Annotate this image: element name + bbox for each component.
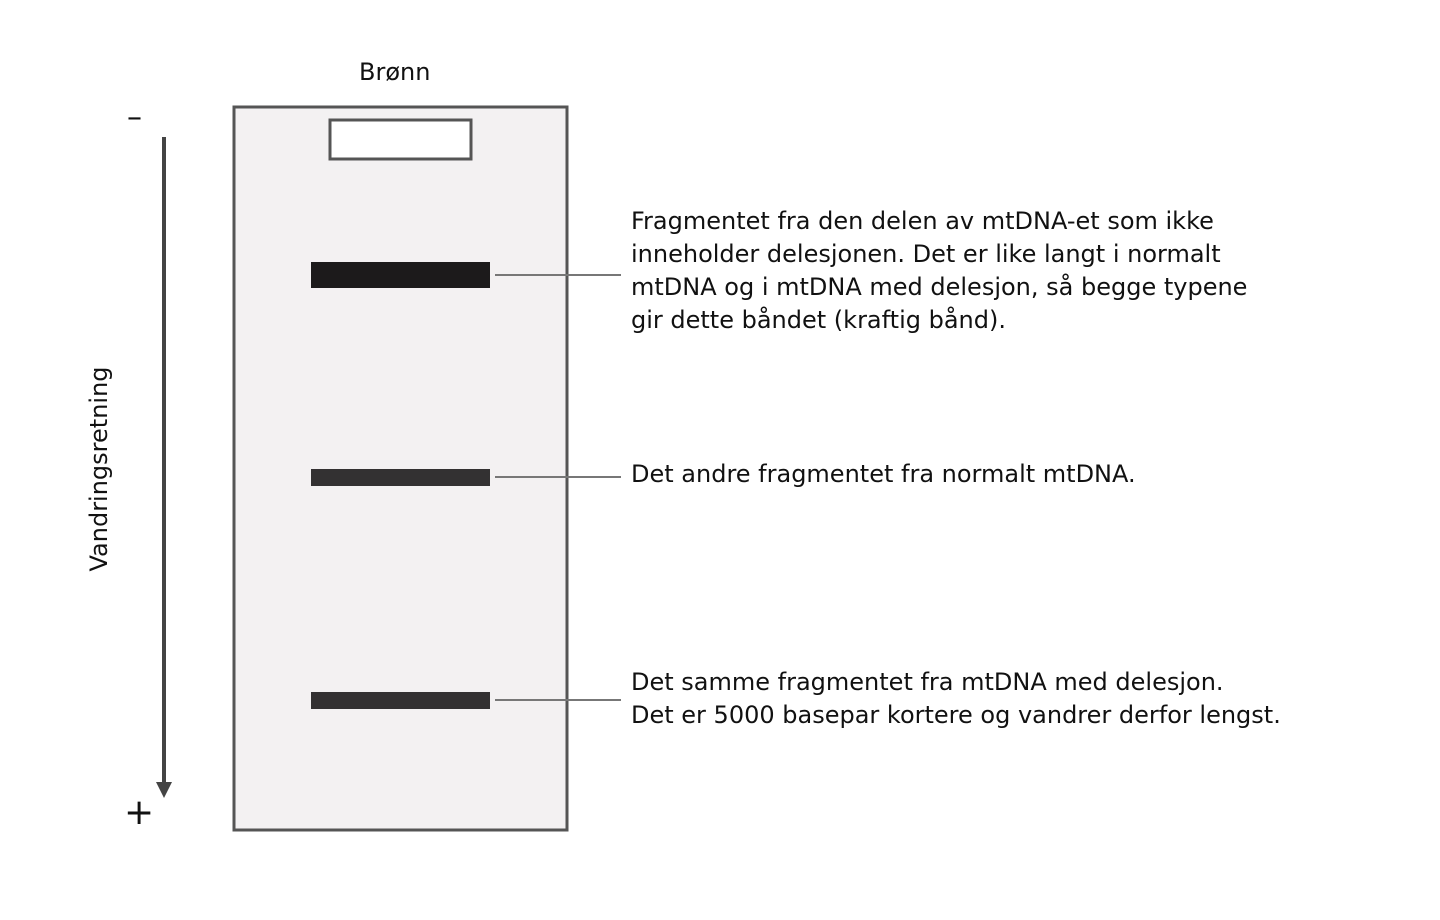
annotation-line: gir dette båndet (kraftig bånd). xyxy=(631,306,1006,334)
migration-arrow-head xyxy=(156,782,172,798)
band-top-annotation xyxy=(631,205,1247,337)
annotation-line: Det er 5000 basepar kortere og vandrer derfor lengst. xyxy=(631,701,1281,729)
negative-electrode-label: – xyxy=(127,100,142,135)
annotation-line: Det samme fragmentet fra mtDNA med delesjon. xyxy=(631,668,1224,696)
annotation-line: Fragmentet fra den delen av mtDNA-et som ikke xyxy=(631,207,1214,235)
annotation-line: Det andre fragmentet fra normalt mtDNA. xyxy=(631,460,1136,488)
annotation-line: inneholder delesjonen. Det er like langt i normalt xyxy=(631,240,1221,268)
migration-direction-label: Vandringsretning xyxy=(85,366,113,572)
gel-slab xyxy=(234,107,567,830)
band-middle-annotation xyxy=(631,458,1136,491)
annotation-line: mtDNA og i mtDNA med delesjon, så begge typene xyxy=(631,273,1248,301)
band-bottom xyxy=(311,692,490,709)
band-middle xyxy=(311,469,490,486)
band-bottom-annotation xyxy=(631,666,1281,732)
gel-well xyxy=(330,120,471,159)
positive-electrode-label: + xyxy=(124,792,155,833)
well-label: Brønn xyxy=(359,58,431,86)
band-top xyxy=(311,262,490,288)
